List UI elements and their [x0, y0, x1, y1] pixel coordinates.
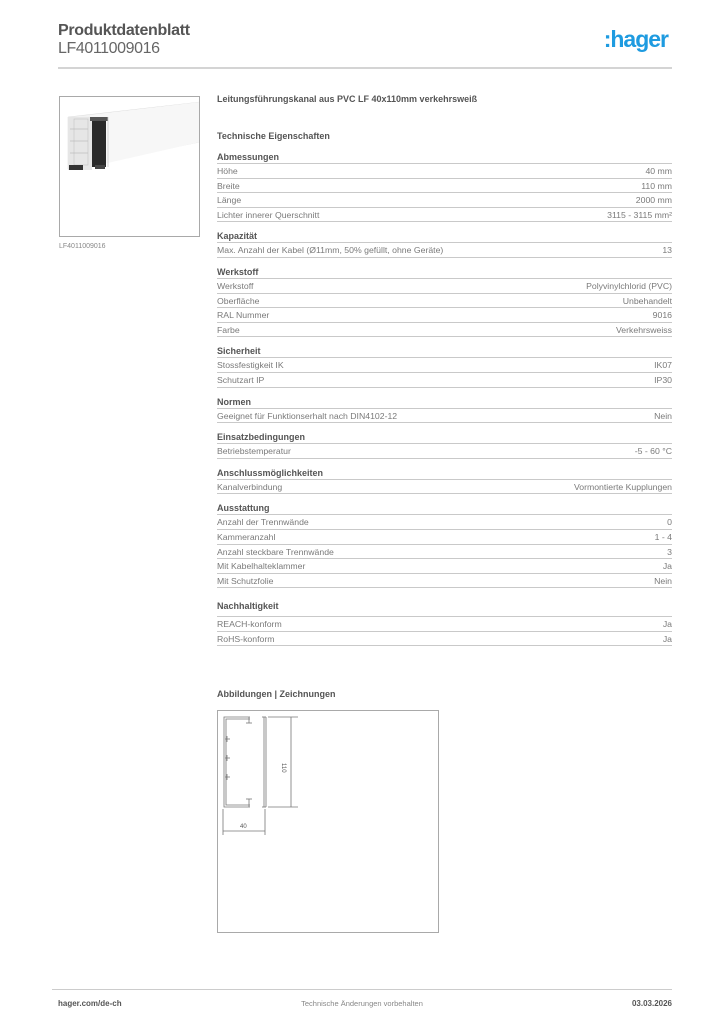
section-title: Einsatzbedingungen — [217, 431, 672, 444]
section-title: Abmessungen — [217, 151, 672, 164]
section-werkstoff — [217, 266, 672, 337]
section-title: Nachhaltigkeit — [217, 600, 672, 617]
section-title: Ausstattung — [217, 502, 672, 515]
spec-row — [217, 279, 672, 294]
website-link[interactable]: hager.com/de-ch — [58, 999, 122, 1008]
spec-label: Stossfestigkeit IK — [217, 360, 284, 371]
spec-label: Anzahl der Trennwände — [217, 517, 309, 528]
spec-row — [217, 243, 672, 258]
spec-row — [217, 617, 672, 632]
spec-label: RoHS-konform — [217, 633, 275, 644]
section-title: Kapazität — [217, 230, 672, 243]
spec-value: 3 — [667, 546, 672, 557]
spec-row — [217, 294, 672, 309]
spec-value: -5 - 60 °C — [634, 446, 672, 457]
spec-value: 9016 — [652, 310, 672, 321]
spec-label: Farbe — [217, 324, 240, 335]
spec-row — [217, 444, 672, 459]
spec-row — [217, 530, 672, 545]
section-title: Werkstoff — [217, 266, 672, 279]
spec-label: Kammeranzahl — [217, 531, 276, 542]
footer-disclaimer: Technische Änderungen vorbehalten — [301, 999, 423, 1008]
section-title: Anschlussmöglichkeiten — [217, 467, 672, 480]
spec-label: Mit Kabelhalteklammer — [217, 561, 306, 572]
spec-row — [217, 308, 672, 323]
spec-label: REACH-konform — [217, 619, 282, 630]
section-normen — [217, 396, 672, 424]
spec-row — [217, 193, 672, 208]
section-anschlussmoeglichkeiten — [217, 467, 672, 495]
cable-duct-photo-icon — [60, 97, 200, 237]
spec-value: 0 — [667, 517, 672, 528]
section-nachhaltigkeit — [217, 600, 672, 646]
spec-label: Mit Schutzfolie — [217, 575, 274, 586]
spec-label: Oberfläche — [217, 295, 260, 306]
spec-row — [217, 574, 672, 589]
spec-value: 1 - 4 — [654, 531, 672, 542]
spec-label: Betriebstemperatur — [217, 446, 291, 457]
header-divider — [58, 67, 672, 69]
height-dimension-label: 110 — [280, 763, 286, 773]
spec-value: IK07 — [654, 360, 672, 371]
product-image-caption: LF4011009016 — [59, 243, 106, 250]
document-date: 03.03.2026 — [631, 999, 672, 1008]
cable-duct-cross-section-drawing — [218, 711, 440, 934]
spec-row — [217, 164, 672, 179]
spec-label: Lichter innerer Querschnitt — [217, 209, 320, 220]
article-number: LF4011009016 — [58, 40, 160, 57]
technical-properties-heading: Technische Eigenschaften — [217, 131, 330, 141]
spec-value: Vormontierte Kupplungen — [573, 481, 672, 492]
spec-row — [217, 632, 672, 647]
spec-row — [217, 545, 672, 560]
spec-row — [217, 358, 672, 373]
spec-label: Breite — [217, 180, 240, 191]
spec-value: Nein — [654, 575, 672, 586]
spec-value: Verkehrsweiss — [615, 324, 672, 335]
spec-label: Höhe — [217, 166, 238, 176]
section-sicherheit — [217, 345, 672, 387]
spec-row — [217, 409, 672, 424]
section-title: Sicherheit — [217, 345, 672, 358]
product-name: Leitungsführungskanal aus PVC LF 40x110mm verkehrsweiß — [217, 94, 478, 104]
spec-label: Max. Anzahl der Kabel (Ø11mm, 50% gefüllt, ohne Geräte) — [217, 245, 444, 256]
spec-label: Schutzart IP — [217, 374, 265, 385]
spec-label: Anzahl steckbare Trennwände — [217, 546, 334, 557]
spec-row — [217, 515, 672, 530]
spec-value: 3115 - 3115 mm² — [607, 209, 672, 220]
width-dimension-label: 40 — [240, 824, 247, 830]
spec-value: Polyvinylchlorid (PVC) — [586, 280, 672, 291]
spec-value: Ja — [662, 633, 672, 644]
figures-heading: Abbildungen | Zeichnungen — [217, 689, 336, 699]
footer-divider — [52, 989, 672, 990]
section-kapazitaet — [217, 230, 672, 258]
spec-row — [217, 373, 672, 388]
spec-value: 2000 mm — [635, 195, 672, 206]
section-title: Normen — [217, 396, 672, 409]
spec-value: 40 mm — [645, 166, 672, 176]
product-details — [217, 92, 672, 646]
spec-row — [217, 480, 672, 495]
spec-label: RAL Nummer — [217, 310, 270, 321]
spec-label: Länge — [217, 195, 242, 206]
spec-label: Geeignet für Funktionserhalt nach DIN4102-12 — [217, 410, 398, 421]
spec-row — [217, 559, 672, 574]
spec-value: Ja — [662, 561, 672, 572]
spec-label: Werkstoff — [217, 280, 254, 291]
spec-value: IP30 — [654, 374, 672, 385]
spec-value: 13 — [662, 245, 672, 256]
spec-value: Unbehandelt — [622, 295, 672, 306]
spec-value: 110 mm — [641, 180, 672, 191]
spec-row — [217, 179, 672, 194]
technical-drawing — [217, 710, 439, 933]
product-image — [59, 96, 200, 237]
spec-row — [217, 323, 672, 338]
section-abmessungen — [217, 151, 672, 222]
document-header — [58, 20, 672, 70]
spec-row — [217, 208, 672, 223]
spec-value: Nein — [654, 410, 672, 421]
spec-value: Ja — [662, 619, 672, 630]
document-title: Produktdatenblatt — [58, 22, 190, 39]
section-ausstattung — [217, 502, 672, 588]
spec-label: Kanalverbindung — [217, 481, 283, 492]
section-einsatzbedingungen — [217, 431, 672, 459]
hager-logo: :hager — [603, 26, 668, 52]
